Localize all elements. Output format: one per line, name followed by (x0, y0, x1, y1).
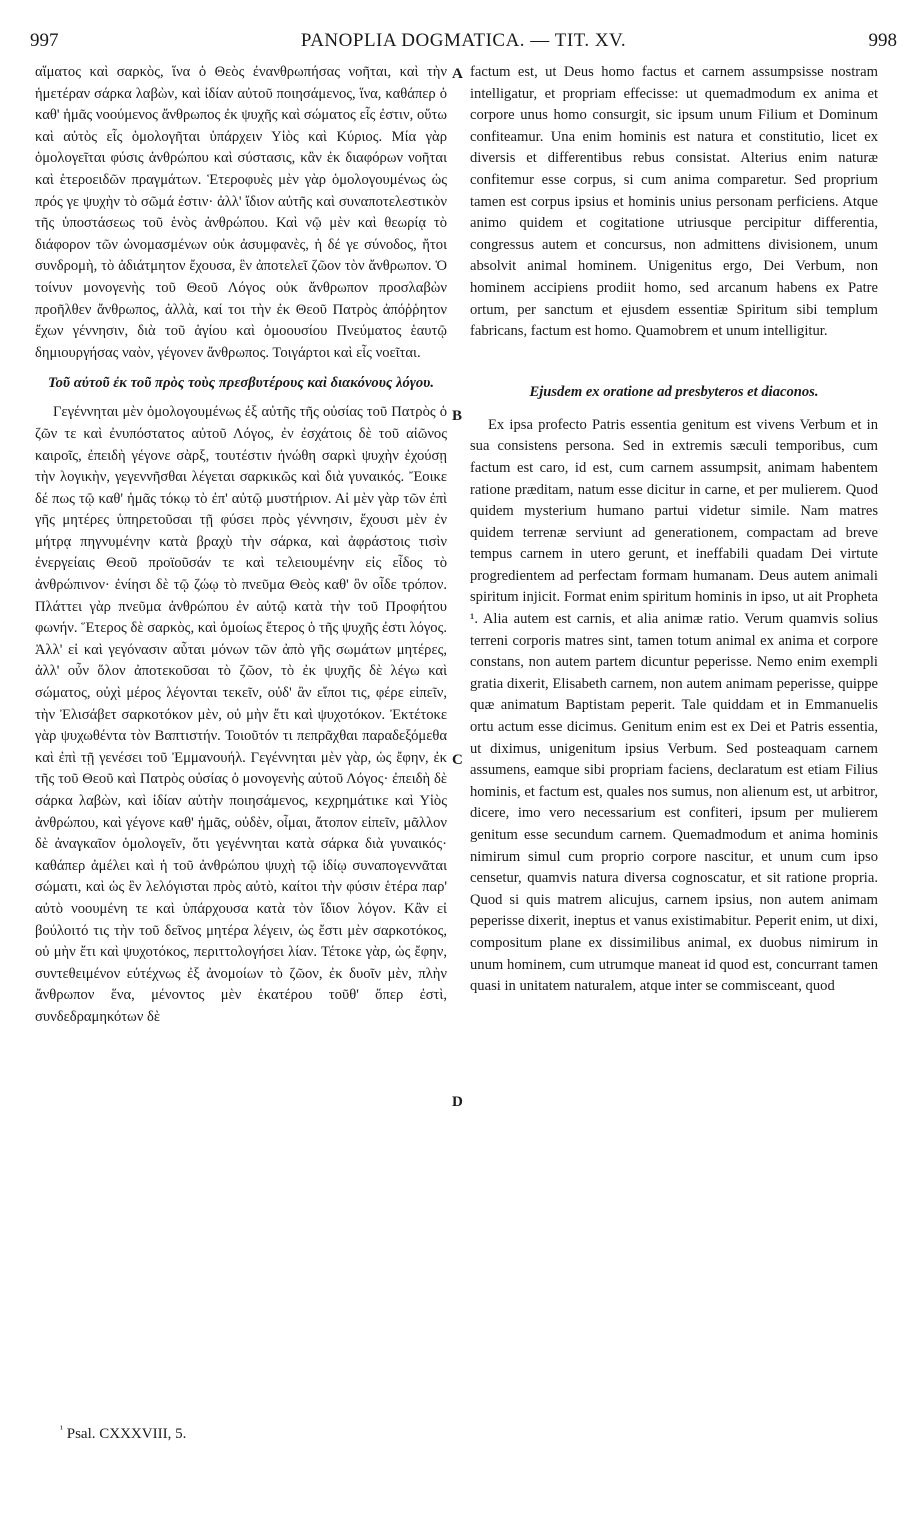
margin-marker-b: B (452, 408, 463, 424)
footnote-mark: ¹ (60, 1424, 63, 1435)
latin-column (470, 62, 878, 998)
greek-paragraph-1: αἵματος καὶ σαρκὸς, ἵνα ὁ Θεὸς ἐνανθρωπήσας νοῆται, καὶ τὴν ἡμετέραν σάρκα λαβὼν, καὶ ἰδίαν αὐτοῦ ποιησάμενος, ἵνα, καθάπερ ὁ καθ' ἡμᾶς νοούμενος ἄνθρωπος ἐκ ψυχῆς καὶ σώματος εἷς ἐστιν, οὕτω καὶ αὐτὸς εἷς ὁμολογῆται ὑπάρχειν Υἱὸς καὶ Κύριος. Μία γὰρ ὁμολογεῖται φύσις ἀνθρώπου καὶ σύστασις, κἂν ἐκ διαφόρων νοῆται καὶ ἑτεροειδῶν πραγμάτων. Ἑτεροφυὲς μὲν γὰρ ὁμολογουμένως ὡς πρός γε ψυχὴν τὸ σῶμά ἐστιν· ἀλλ' ἴδιον αὐτῆς καὶ συναποτελεστικὸν τῆς ὑποστάσεως τοῦ ἑνὸς ἀνθρώπου. Καὶ νῷ μὲν καὶ θεωρίᾳ τὸ διάφορον τῶν ὠνομασμένων οὐκ ἀσυμφανὲς, ἡ δέ γε σύνοδος, ἤτοι συνδρομὴ, τὸ ἀδιάτμητον ἔχουσα, ἓν ἀποτελεῖ ζῶον τὸν ἄνθρωπον. Ὁ τοίνυν μονογενὴς τοῦ Θεοῦ Λόγος οὐκ ἄνθρωπον προσλαβὼν προῆλθεν ἄνθρωπος, ἀλλὰ, καί τοι τὴν ἐκ Θεοῦ Πατρὸς ἀπόῤῥητον ἔχων γέννησιν, διὰ τοῦ ἁγίου καὶ ὁμοουσίου Πνεύματος ἑαυτῷ δημιουργήσας ναὸν, γέγονεν ἄνθρωπος. Τοιγάρτοι καὶ εἷς νοεῖται. (35, 64, 447, 361)
latin-paragraph-2: Ex ipsa profecto Patris essentia genitum est vivens Verbum et in sua consistens persona. Sed in extremis sæculi temporibus, cum factum est caro, id est, cum carnem assumpsit, animam habentem ratione præditam, natum esse dicitur in carne, et per mulierem. Quod quidem mysterium humano partui videtur simile. Nam matres quidem terrenæ serviunt ad generationem, compactam ad breve tempus carnem in utero gerunt, et ineffabili quadam Dei virtute progredientem ad perfectam formam humanam. Deus autem animali spiritum injicit. Format enim spiritum hominis in ipso, ut ait Propheta ¹. Alia autem est carnis, et alia animæ ratio. Verum quamvis solius terreni corporis matres sint, tamen totum animal ex anima et corpore constans, non autem partem dicuntur peperisse. Nemo enim exempli gratia dixerit, Elisabeth carnem, non autem animam peperisse, quippe quæ animatum Baptistam peperit. Tale quiddam et in Emmanuelis ortu actum esse dicimus. Genitum enim est ex Dei et Patris essentia, ut diximus, unigenitum ipsius Verbum. Sed posteaquam carnem assumens, eamque sibi propriam faciens, declaratum est etiam Filius hominis, et factum est, quales nos sumus, non alienum est, ut arbitror, dicere, imo vero necessarium est confiteri, ipsum per mulierem genitum esse secundum carnem. Quemadmodum et anima hominis nimirum simul cum proprio corpore nascitur, et unum cum ipso censetur, quamvis natura diversa cognoscatur, et sit ratione propria. Quod si quis matrem alicujus, carnem ipsius, non autem animam peperisse dixerit, ineptus et vanus existimabitur. Peperit enim, ut dixi, compositum plane ex dissimilibus animal, ex duobus nimirum in unum hominem, cum utrumque maneat id quod est, concurrant tamen quasi in unitatem naturalem, atque inter se commisceant, quod (470, 416, 878, 995)
footnote-text: Psal. CXXXVIII, 5. (66, 1426, 187, 1442)
running-title: PANOPLIA DOGMATICA. — TIT. XV. (300, 30, 627, 51)
margin-marker-a: A (452, 66, 463, 82)
latin-paragraph-1: factum est, ut Deus homo factus et carnem assumpsisse nostram intelligatur, et propriam effecisse: ut quemadmodum ex anima et corpore unus homo consurgit, sic ipsum unum Filium et Dominum confiteamur. Una enim hominis est natura et constitutio, licet ex diversis et differentibus rebus consistat. Alterius enim naturæ confitemur esse corpus, si cum anima comparetur. Sed proprium tamen est corpus ipsius et hominis unius personam perficiens. Atque animo quidem et cogitatione utriusque percipitur differentia, congressus autem et concursus, non admittens divisionem, unum absolvit animal hominem. Unigenitus ergo, Dei Verbum, non hominem accipiens prodiit homo, sed arcanum habens ex Patre ortum, per sanctum et ejusdem essentiæ Spiritum sibi templum fabricans, factum est homo. Quamobrem et unum intelligitur. (470, 64, 878, 340)
margin-marker-d: D (452, 1094, 463, 1110)
page-header (30, 30, 897, 56)
greek-column (35, 62, 447, 1029)
greek-section-heading: Τοῦ αὐτοῦ ἐκ τοῦ πρὸς τοὺς πρεσβυτέρους καὶ διακόνους λόγου. (48, 375, 434, 392)
footnote (60, 1424, 186, 1443)
greek-paragraph-2: Γεγέννηται μὲν ὁμολογουμένως ἐξ αὐτῆς τῆς οὐσίας τοῦ Πατρὸς ὁ ζῶν τε καὶ ἐνυπόστατος αὐτοῦ Λόγος, ἐν ἐσχάτοις δὲ τοῦ αἰῶνος καιροῖς, ἐπειδὴ γέγονε σὰρξ, τουτέστιν ἡνώθη σαρκὶ ψυχὴν ἐχούσῃ τὴν λογικὴν, γεγεννῆσθαι λέγεται σαρκικῶς καὶ διὰ γυναικός. Ἔοικε δέ πως τῷ καθ' ἡμᾶς τόκῳ τὸ ἐπ' αὐτῷ μυστήριον. Αἱ μὲν γὰρ τῶν ἐπὶ γῆς μητέρες ὑπηρετοῦσαι τῇ φύσει πρὸς γέννησιν, ἔχουσι μὲν ἐν μήτρᾳ πηγνυμένην κατὰ βραχὺ τὴν σάρκα, καὶ ἀφράστοις τισὶν ἐνεργείαις Θεοῦ προϊοῦσάν τε καὶ τελειουμένην εἰς εἶδος τὸ ἀνθρώπινον· ἐνίησι δὲ τῷ ζώῳ τὸ πνεῦμα Θεὸς καθ' ὃν οἶδε τρόπον. Πλάττει γὰρ πνεῦμα ἀνθρώπου ἐν αὐτῷ κατὰ τὴν τοῦ Προφήτου φωνήν. Ἕτερος δὲ σαρκὸς, καὶ ὁμοίως ἕτερος ὁ τῆς ψυχῆς ἐστι λόγος. Ἀλλ' εἰ καὶ γεγόνασιν αὗται μόνων τῶν ἀπὸ γῆς σωμάτων μητέρες, ἀλλ' οὖν ὅλον ἀποτεκοῦσαι τὸ ζῶον, τὸ ἐκ ψυχῆς δὲ λέγω καὶ σώματος, οὐχὶ μέρος λέγονται τεκεῖν, οὐδ' ἂν εἴποι τις, φέρε εἰπεῖν, τὴν Ἐλισάβετ σαρκοτόκον μὲν, οὐ μὴν ἔτι καὶ ψυχοτόκον. Ἐκτέτοκε γὰρ ψυχωθέντα τὸν Βαπτιστήν. Τοιοῦτόν τι πεπρᾶχθαι παραδεξόμεθα καὶ ἐπὶ τῇ γενέσει τοῦ Ἐμμανουήλ. Γεγέννηται μὲν γὰρ, ὡς ἔφην, ἐκ τῆς τοῦ Θεοῦ καὶ Πατρὸς οὐσίας ὁ μονογενὴς αὐτοῦ Λόγος· ἐπειδὴ δὲ σάρκα λαβὼν, καὶ ἰδίαν αὐτὴν ποιησάμενος, κεχρημάτικε καὶ Υἱὸς ἀνθρώπου, καὶ γέγονε καθ' ἡμᾶς, οὐδὲν, οἶμαι, ἄτοπον εἰπεῖν, μᾶλλον δὲ ἀναγκαῖον ὁμολογεῖν, ὅτι γεγέννηται κατὰ σάρκα διὰ γυναικός· καθάπερ ἀμέλει καὶ ἡ τοῦ ἀνθρώπου ψυχὴ τῷ ἰδίῳ συναπογεννᾶται σώματι, καὶ ὡς ἓν λελόγισται πρὸς αὐτὸ, καίτοι τὴν φύσιν ἑτέρα παρ' αὐτὸ νοουμένη τε καὶ ὑπάρχουσα κατὰ τὸν ἴδιον λόγον. Κἂν εἰ βούλοιτό τις τὴν τοῦ δεῖνος μητέρα λέγειν, ὡς ἔστι μὲν σαρκοτόκος, οὐ μὴν ἔτι καὶ ψυχοτόκος, περιττολογήσει λίαν. Τέτοκε γὰρ, ὡς ἔφην, συντεθειμένον εὐτέχνως ἐξ ἀνομοίων τὸ ζῶον, ἐκ δυοῖν μὲν, πλὴν ἄνθρωπον ἕνα, μένοντος μὲν ἑκατέρου τοῦθ' ὅπερ ἐστὶ, συνδεδραμηκότων δὲ (35, 404, 447, 1025)
margin-marker-c: C (452, 752, 463, 768)
latin-section-heading: Ejusdem ex oratione ad presbyteros et diaconos. (529, 383, 819, 400)
page-number-left: 997 (30, 30, 59, 51)
page-number-right: 998 (868, 30, 897, 51)
